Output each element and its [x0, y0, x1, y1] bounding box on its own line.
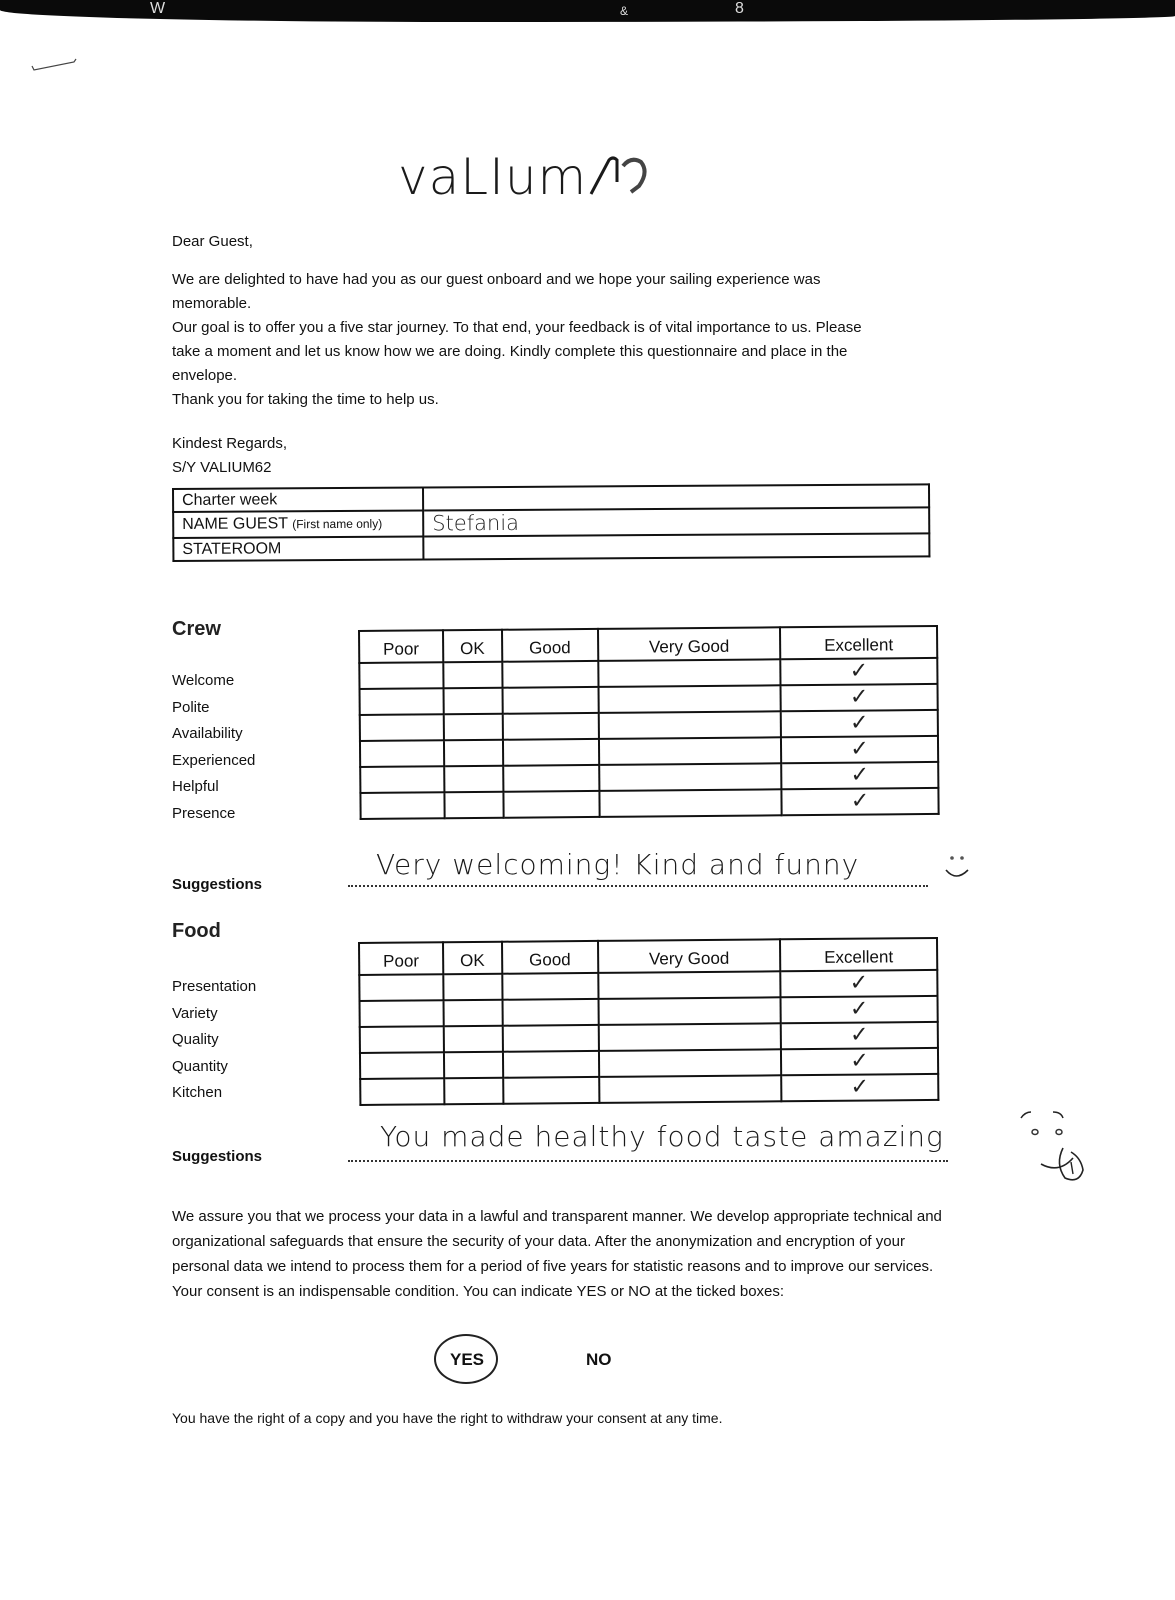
rating-cell[interactable]	[360, 1078, 444, 1105]
letter-paragraph: We are delighted to have had you as our guest onboard and we hope your sailing experience was memorable.	[172, 271, 821, 312]
rating-cell[interactable]	[444, 1078, 503, 1105]
rating-cell[interactable]	[359, 974, 443, 1001]
rating-header-ok: OK	[443, 942, 502, 975]
rating-cell[interactable]	[598, 659, 780, 687]
criterion-label: Quality	[172, 1031, 219, 1048]
rating-cell[interactable]	[781, 762, 938, 789]
rating-cell[interactable]	[503, 1051, 600, 1078]
food-section-title: Food	[172, 920, 221, 942]
rating-cell[interactable]	[443, 974, 502, 1001]
closing-block	[172, 432, 287, 480]
scan-artifact: &	[620, 4, 629, 18]
signature: S/Y VALIUM62	[172, 459, 272, 476]
rating-cell[interactable]	[781, 684, 938, 711]
pen-mark-icon	[30, 58, 78, 72]
rating-cell[interactable]	[360, 1026, 444, 1053]
rating-cell[interactable]	[360, 1052, 444, 1079]
guest-info-table	[172, 483, 930, 562]
check-mark-icon: ✓	[850, 1074, 870, 1100]
criterion-label: Quantity	[172, 1057, 228, 1075]
criterion-label: Variety	[172, 1004, 218, 1022]
rating-cell[interactable]	[781, 788, 938, 815]
rating-header-poor: Poor	[359, 942, 443, 975]
food-rating-table	[358, 937, 939, 1106]
check-mark-icon: ✓	[849, 658, 869, 684]
rating-cell[interactable]	[599, 1023, 781, 1051]
guest-name-label	[173, 510, 423, 538]
letter-paragraph: Our goal is to offer you a five star journey. To that end, your feedback is of vital importance to us. Please take a moment and let us know how we are doing. Kindly complete this questionnaire and place in the envelope.	[172, 319, 862, 384]
logo-text: vaLIum	[398, 148, 588, 206]
food-suggestions-text: You made healthy food taste amazing	[380, 1120, 944, 1153]
rating-cell[interactable]	[502, 687, 599, 714]
rating-cell[interactable]	[360, 740, 444, 767]
crew-section-title: Crew	[172, 618, 221, 640]
crew-criteria-list	[172, 672, 255, 831]
rating-cell[interactable]	[780, 970, 937, 997]
rating-cell[interactable]	[781, 736, 938, 763]
check-mark-icon: ✓	[850, 762, 870, 788]
rating-cell[interactable]	[598, 997, 780, 1025]
rating-cell[interactable]	[780, 658, 937, 685]
rating-cell[interactable]	[444, 1026, 503, 1053]
rating-cell[interactable]	[360, 1000, 444, 1027]
rating-cell[interactable]	[781, 1022, 938, 1049]
scan-artifact: W	[150, 0, 166, 17]
rating-header-very-good: Very Good	[598, 627, 780, 661]
rating-cell[interactable]	[781, 996, 938, 1023]
rating-cell[interactable]	[781, 1048, 938, 1075]
stateroom-label: STATEROOM	[173, 536, 423, 561]
rating-cell[interactable]	[598, 971, 780, 999]
check-mark-icon: ✓	[850, 788, 870, 814]
rating-cell[interactable]	[359, 662, 443, 689]
rating-cell[interactable]	[503, 765, 600, 792]
criterion-label: Polite	[172, 698, 210, 716]
rating-cell[interactable]	[443, 662, 502, 689]
smiley-doodle-icon	[938, 852, 974, 882]
criterion-label: Experienced	[172, 751, 256, 769]
rating-row	[360, 788, 938, 819]
rating-cell[interactable]	[502, 973, 599, 1000]
salutation: Dear Guest,	[172, 233, 253, 250]
rating-cell[interactable]	[360, 766, 444, 793]
food-criteria-list	[172, 978, 256, 1111]
crew-suggestions-text: Very welcoming! Kind and funny	[376, 848, 860, 881]
criterion-label: Presentation	[172, 978, 257, 995]
rating-cell[interactable]	[502, 661, 599, 688]
rating-header-excellent: Excellent	[780, 938, 937, 971]
criterion-label: Presence	[172, 804, 236, 822]
rating-cell[interactable]	[502, 713, 599, 740]
rating-cell[interactable]	[360, 792, 444, 819]
rating-cell[interactable]	[503, 1077, 600, 1104]
food-suggestions-label: Suggestions	[172, 1148, 263, 1165]
rating-cell[interactable]	[599, 711, 781, 739]
scan-top-edge	[0, 0, 1175, 22]
rating-cell[interactable]	[502, 999, 599, 1026]
rating-cell[interactable]	[443, 688, 502, 715]
closing: Kindest Regards,	[172, 435, 288, 452]
scan-artifact: 8	[735, 0, 744, 17]
rating-header-good: Good	[502, 941, 599, 974]
rating-header-poor: Poor	[359, 630, 443, 663]
letter-paragraph: Thank you for taking the time to help us.	[172, 391, 439, 408]
rating-row	[360, 1074, 938, 1105]
consent-yes-option[interactable]: YES	[450, 1350, 485, 1369]
rating-cell[interactable]	[444, 740, 503, 767]
check-mark-icon: ✓	[849, 970, 869, 996]
brand-logo	[398, 148, 649, 206]
rating-cell[interactable]	[599, 789, 781, 817]
rating-cell[interactable]	[503, 739, 600, 766]
guest-name-field[interactable]: Stefania	[423, 507, 929, 536]
rating-cell[interactable]	[444, 766, 503, 793]
rating-cell[interactable]	[599, 1075, 781, 1103]
rating-cell[interactable]	[502, 1025, 599, 1052]
rating-cell[interactable]	[360, 688, 444, 715]
rating-header-ok: OK	[443, 630, 502, 663]
charter-week-field[interactable]	[423, 484, 929, 510]
stateroom-field[interactable]	[423, 533, 929, 559]
rating-cell[interactable]	[598, 685, 780, 713]
guest-name-label-text: NAME GUEST	[182, 515, 288, 533]
criterion-label: Helpful	[172, 778, 219, 795]
charter-week-label: Charter week	[173, 487, 423, 512]
check-mark-icon: ✓	[850, 736, 869, 762]
check-mark-icon: ✓	[849, 1022, 869, 1048]
rating-cell[interactable]	[444, 1052, 503, 1079]
rating-cell[interactable]	[599, 763, 781, 791]
rating-cell[interactable]	[443, 1000, 502, 1027]
rating-cell[interactable]	[503, 791, 600, 818]
rating-cell[interactable]	[444, 714, 503, 741]
withdraw-consent-note: You have the right of a copy and you have the right to withdraw your consent at any time.	[172, 1410, 723, 1426]
check-mark-icon: ✓	[849, 996, 869, 1022]
criterion-label: Availability	[172, 725, 243, 742]
stateroom-row	[173, 533, 929, 561]
rating-cell[interactable]	[444, 792, 503, 819]
rating-header-good: Good	[502, 629, 599, 662]
tongue-smiley-doodle-icon	[1015, 1108, 1095, 1192]
rating-cell[interactable]	[599, 737, 781, 765]
consent-no-option[interactable]: NO	[586, 1350, 612, 1369]
criterion-label: Welcome	[172, 672, 235, 689]
criterion-label: Kitchen	[172, 1084, 223, 1101]
rating-cell[interactable]	[781, 710, 938, 737]
logo-62-glyph-icon	[587, 152, 649, 198]
privacy-statement: We assure you that we process your data in a lawful and transparent manner. We develop appropriate technical and organizational safeguards that ensure the security of your data. After the anonymization and encryption of your personal data we intend to process them for a period of five years for statistic reasons and to improve our services. Your consent is an indispensable condition. You can indicate YES or NO at the ticked boxes:	[172, 1208, 942, 1300]
rating-cell[interactable]	[360, 714, 444, 741]
crew-suggestions-label: Suggestions	[172, 876, 263, 893]
crew-rating-table	[358, 625, 940, 820]
rating-header-very-good: Very Good	[598, 939, 780, 973]
rating-header-excellent: Excellent	[780, 626, 937, 659]
check-mark-icon: ✓	[849, 684, 869, 710]
guest-name-note: (First name only)	[292, 516, 383, 532]
check-mark-icon: ✓	[850, 1048, 869, 1074]
check-mark-icon: ✓	[849, 710, 869, 736]
intro-letter	[172, 230, 892, 412]
rating-cell[interactable]	[781, 1074, 938, 1101]
rating-cell[interactable]	[599, 1049, 781, 1077]
